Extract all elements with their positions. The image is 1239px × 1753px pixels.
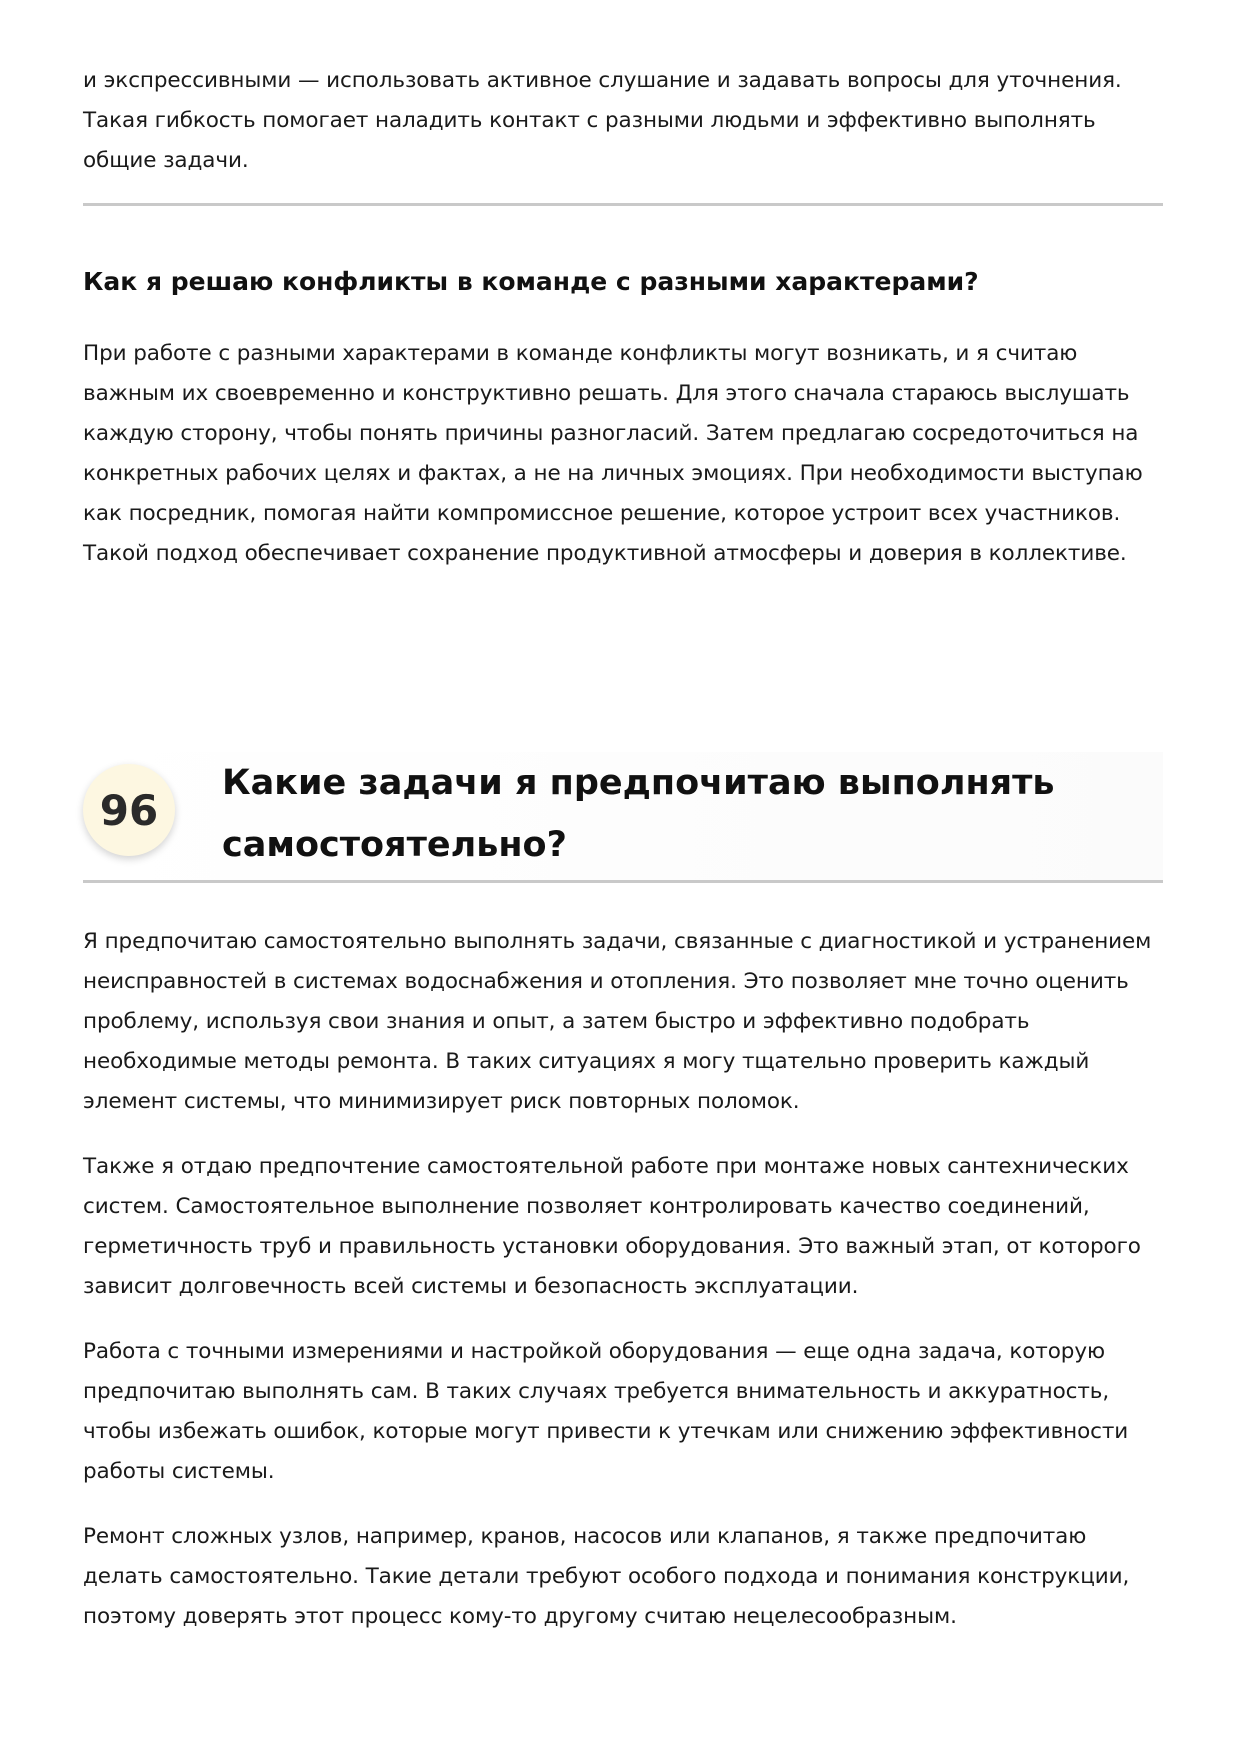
body-paragraph: Я предпочитаю самостоятельно выполнять задачи, связанные с диагностикой и устранением неисправностей в системах водоснабжения и отопления. Это позволяет мне точно оценить проблему, используя свои знания и опыт, а затем быстро и эффективно подобрать необходимые методы ремонта. В таких ситуациях я могу тщательно проверить каждый элемент системы, что минимизирует риск повторных поломок. xyxy=(83,929,1152,1114)
body-paragraph: Работа с точными измерениями и настройкой оборудования — еще одна задача, которую предпочитаю выполнять сам. В таких случаях требуется внимательность и аккуратность, чтобы избежать ошибок, которые могут привести к утечкам или снижению эффективности работы системы. xyxy=(83,1339,1129,1484)
intro-paragraph: и экспрессивными — использовать активное слушание и задавать вопросы для уточнения. Такая гибкость помогает наладить контакт с разными людьми и эффективно выполнять общие задачи. xyxy=(83,68,1122,173)
body-paragraph: Также я отдаю предпочтение самостоятельной работе при монтаже новых сантехнических систем. Самостоятельное выполнение позволяет контролировать качество соединений, герметичность труб и правильность установки оборудования. Это важный этап, от которого зависит долговечность всей системы и безопасность эксплуатации. xyxy=(83,1154,1141,1299)
question-answer: При работе с разными характерами в команде конфликты могут возникать, и я считаю важным их своевременно и конструктивно решать. Для этого сначала стараюсь выслушать каждую сторону, чтобы понять причины разногласий. Затем предлагаю сосредоточиться на конкретных рабочих целях и фактах, а не на личных эмоциях. При необходимости выступаю как посредник, помогая найти компромиссное решение, которое устроит всех участников. Такой подход обеспечивает сохранение продуктивной атмосферы и доверия в коллективе. xyxy=(83,341,1143,566)
section-header xyxy=(83,752,1163,880)
question-heading: Как я решаю конфликты в команде с разными характерами? xyxy=(83,267,979,296)
body-paragraph: Ремонт сложных узлов, например, кранов, насосов или клапанов, я также предпочитаю делать самостоятельно. Такие детали требуют особого подхода и понимания конструкции, поэтому доверять этот процесс кому-то другому считаю нецелесообразным. xyxy=(83,1524,1130,1629)
section-number-badge: 96 xyxy=(83,764,175,856)
section-body xyxy=(83,922,1163,1637)
section-title: Какие задачи я предпочитаю выполнять самостоятельно? xyxy=(222,763,1055,865)
divider xyxy=(83,203,1163,206)
section-divider xyxy=(83,880,1163,883)
